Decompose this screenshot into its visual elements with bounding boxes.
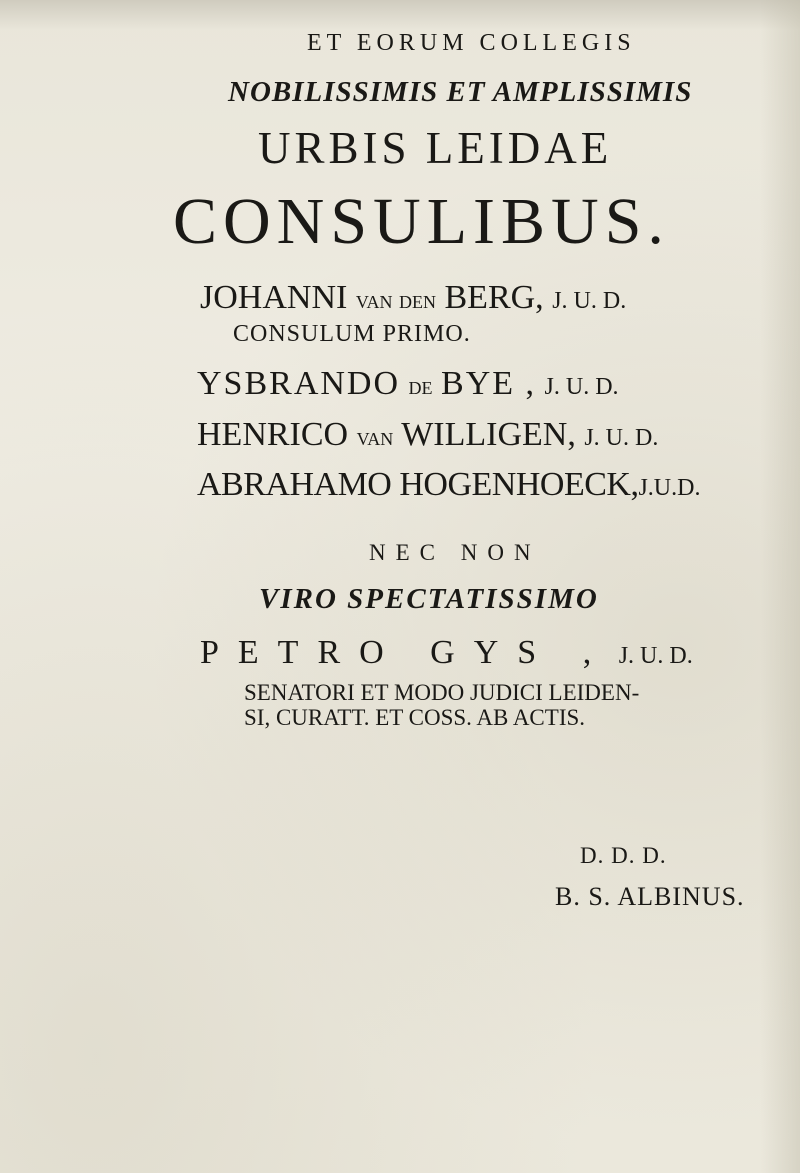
consul-degree: J. U. D. (544, 374, 619, 400)
dedication-line-urbis-leidae: URBIS LEIDAE (258, 123, 613, 173)
nec-non-line: NEC NON (369, 540, 541, 565)
petro-gys-line (200, 634, 693, 672)
consul-degree: J.U.D. (638, 475, 701, 501)
dedicatee-name: PETRO GYS , (200, 634, 611, 671)
consul-surname: BERG, (444, 279, 544, 316)
consul-first-name: YSBRANDO (197, 365, 401, 402)
consul-willigen (197, 416, 658, 454)
page-edge-shading (760, 0, 800, 1173)
consul-degree: J. U. D. (552, 288, 627, 314)
consul-berg (200, 279, 626, 317)
consul-bye (197, 365, 619, 403)
ddd-line: D. D. D. (580, 843, 667, 868)
viro-spectatissimo-line: VIRO SPECTATISSIMO (259, 583, 599, 615)
consul-first-name: HENRICO (197, 416, 349, 453)
consul-name: ABRAHAMO HOGENHOECK, (197, 466, 639, 503)
consul-first-name: JOHANNI (200, 279, 348, 316)
page-shadow (0, 0, 800, 30)
dedicatee-degree: J. U. D. (618, 643, 693, 669)
senatori-line-2: SI, CURATT. ET COSS. AB ACTIS. (244, 705, 586, 730)
dedication-heading-consulibus: CONSULIBUS. (173, 185, 670, 258)
dedication-line-nobilissimis: NOBILISSIMIS ET AMPLISSIMIS (228, 76, 693, 108)
consul-surname: WILLIGEN, (401, 416, 576, 453)
consul-surname: BYE , (441, 365, 537, 402)
consul-particle: van den (355, 285, 436, 314)
author-signature: B. S. ALBINUS. (555, 882, 745, 911)
consulum-primo-note: CONSULUM PRIMO. (233, 321, 471, 347)
consul-degree: J. U. D. (584, 425, 659, 451)
senatori-line-1: SENATORI ET MODO JUDICI LEIDEN- (244, 680, 640, 705)
dedication-line-et-eorum-collegis: ET EORUM COLLEGIS (307, 30, 636, 56)
consul-hogenhoeck (197, 466, 700, 504)
consul-particle: van (356, 422, 394, 451)
consul-particle: de (408, 371, 433, 400)
